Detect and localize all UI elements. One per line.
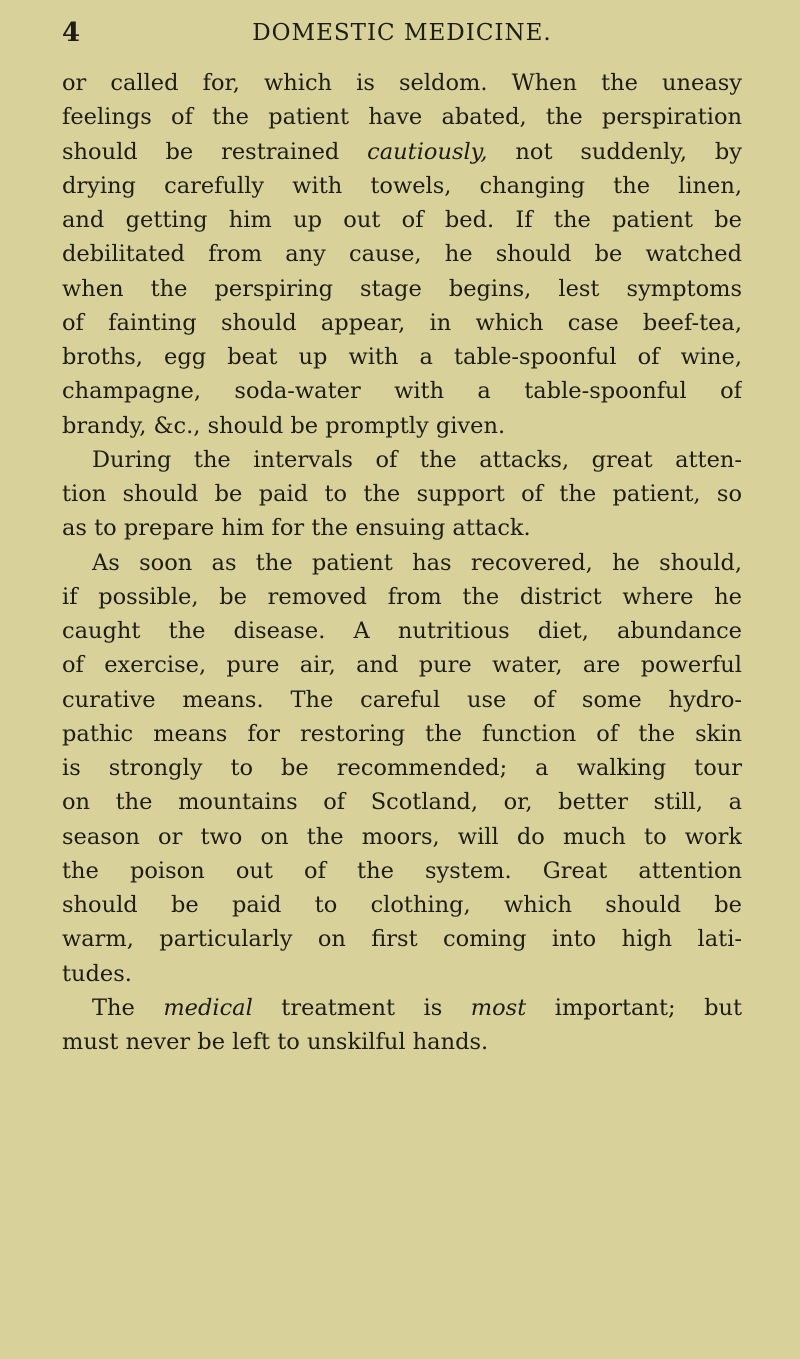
page-number: 4 xyxy=(62,18,81,48)
text-run: important; but xyxy=(526,994,742,1021)
text-line xyxy=(62,237,742,271)
text-line xyxy=(62,648,742,682)
text-line xyxy=(62,443,742,477)
text-run: on the mountains of Scotland, or, better still, a xyxy=(62,789,742,816)
text-line xyxy=(62,991,742,1025)
text-run: season or two on the moors, will do much to work xyxy=(62,823,742,850)
italic-run: most xyxy=(470,994,527,1021)
text-run: or called for, which is seldom. When the uneasy xyxy=(62,70,742,96)
italic-run: cautiously, xyxy=(367,138,488,165)
text-line xyxy=(62,135,742,169)
body-text xyxy=(62,66,742,1059)
text-run: tion should be paid to the support of the patient, so xyxy=(62,481,742,507)
text-run: broths, egg beat up with a table-spoonful of wine, xyxy=(62,344,742,370)
text-run: drying carefully with towels, changing the linen, xyxy=(62,172,742,199)
text-run: of fainting should appear, in which case beef-tea, xyxy=(62,309,742,336)
text-run: if possible, be removed from the district where he xyxy=(62,583,742,610)
text-run: The xyxy=(92,994,164,1021)
text-line xyxy=(62,854,742,888)
running-title: DOMESTIC MEDICINE. xyxy=(252,20,552,46)
text-line xyxy=(62,888,742,922)
text-run: should be paid to clothing, which should be xyxy=(62,892,742,918)
text-line xyxy=(62,820,742,854)
text-run: tudes. xyxy=(62,960,132,987)
text-run: must never be left to unskilful hands. xyxy=(62,1029,489,1055)
text-run: as to prepare him for the ensuing attack. xyxy=(62,515,531,542)
text-run: when the perspiring stage begins, lest symptoms xyxy=(62,275,742,302)
text-line xyxy=(62,1025,742,1059)
text-run: During the intervals of the attacks, great atten- xyxy=(92,446,742,473)
text-line xyxy=(62,511,742,545)
text-run: of exercise, pure air, and pure water, are powerful xyxy=(62,652,742,679)
text-run: champagne, soda-water with a table-spoonful of xyxy=(62,378,742,405)
text-line xyxy=(62,100,742,134)
text-run: should be restrained xyxy=(62,138,368,165)
text-line xyxy=(62,546,742,580)
text-line xyxy=(62,340,742,374)
text-line xyxy=(62,409,742,443)
text-line xyxy=(62,203,742,237)
text-run: As soon as the patient has recovered, he should, xyxy=(92,549,742,576)
text-line xyxy=(62,169,742,203)
text-line xyxy=(62,306,742,340)
text-run: caught the disease. A nutritious diet, abundance xyxy=(62,618,742,644)
text-line xyxy=(62,957,742,991)
text-run: and getting him up out of bed. If the patient be xyxy=(62,207,742,233)
text-line xyxy=(62,614,742,648)
text-line xyxy=(62,66,742,100)
text-run: pathic means for restoring the function of the skin xyxy=(62,720,742,747)
running-head xyxy=(62,18,742,48)
text-run: curative means. The careful use of some hydro- xyxy=(62,686,742,713)
text-run: feelings of the patient have abated, the perspiration xyxy=(62,104,742,131)
text-run: warm, particularly on first coming into high lati- xyxy=(62,926,742,953)
text-line xyxy=(62,751,742,785)
text-line xyxy=(62,374,742,408)
text-line xyxy=(62,272,742,306)
text-line xyxy=(62,717,742,751)
italic-run: medical xyxy=(163,994,253,1021)
text-run: is strongly to be recommended; a walking tour xyxy=(62,755,742,781)
text-run: debilitated from any cause, he should be watched xyxy=(62,241,742,268)
text-run: the poison out of the system. Great attention xyxy=(62,857,742,884)
text-run: treatment is xyxy=(252,994,471,1021)
text-line xyxy=(62,785,742,819)
text-run: not suddenly, by xyxy=(487,138,742,165)
text-line xyxy=(62,922,742,956)
text-run: brandy, &c., should be promptly given. xyxy=(62,412,506,439)
text-line xyxy=(62,477,742,511)
text-line xyxy=(62,580,742,614)
text-line xyxy=(62,683,742,717)
